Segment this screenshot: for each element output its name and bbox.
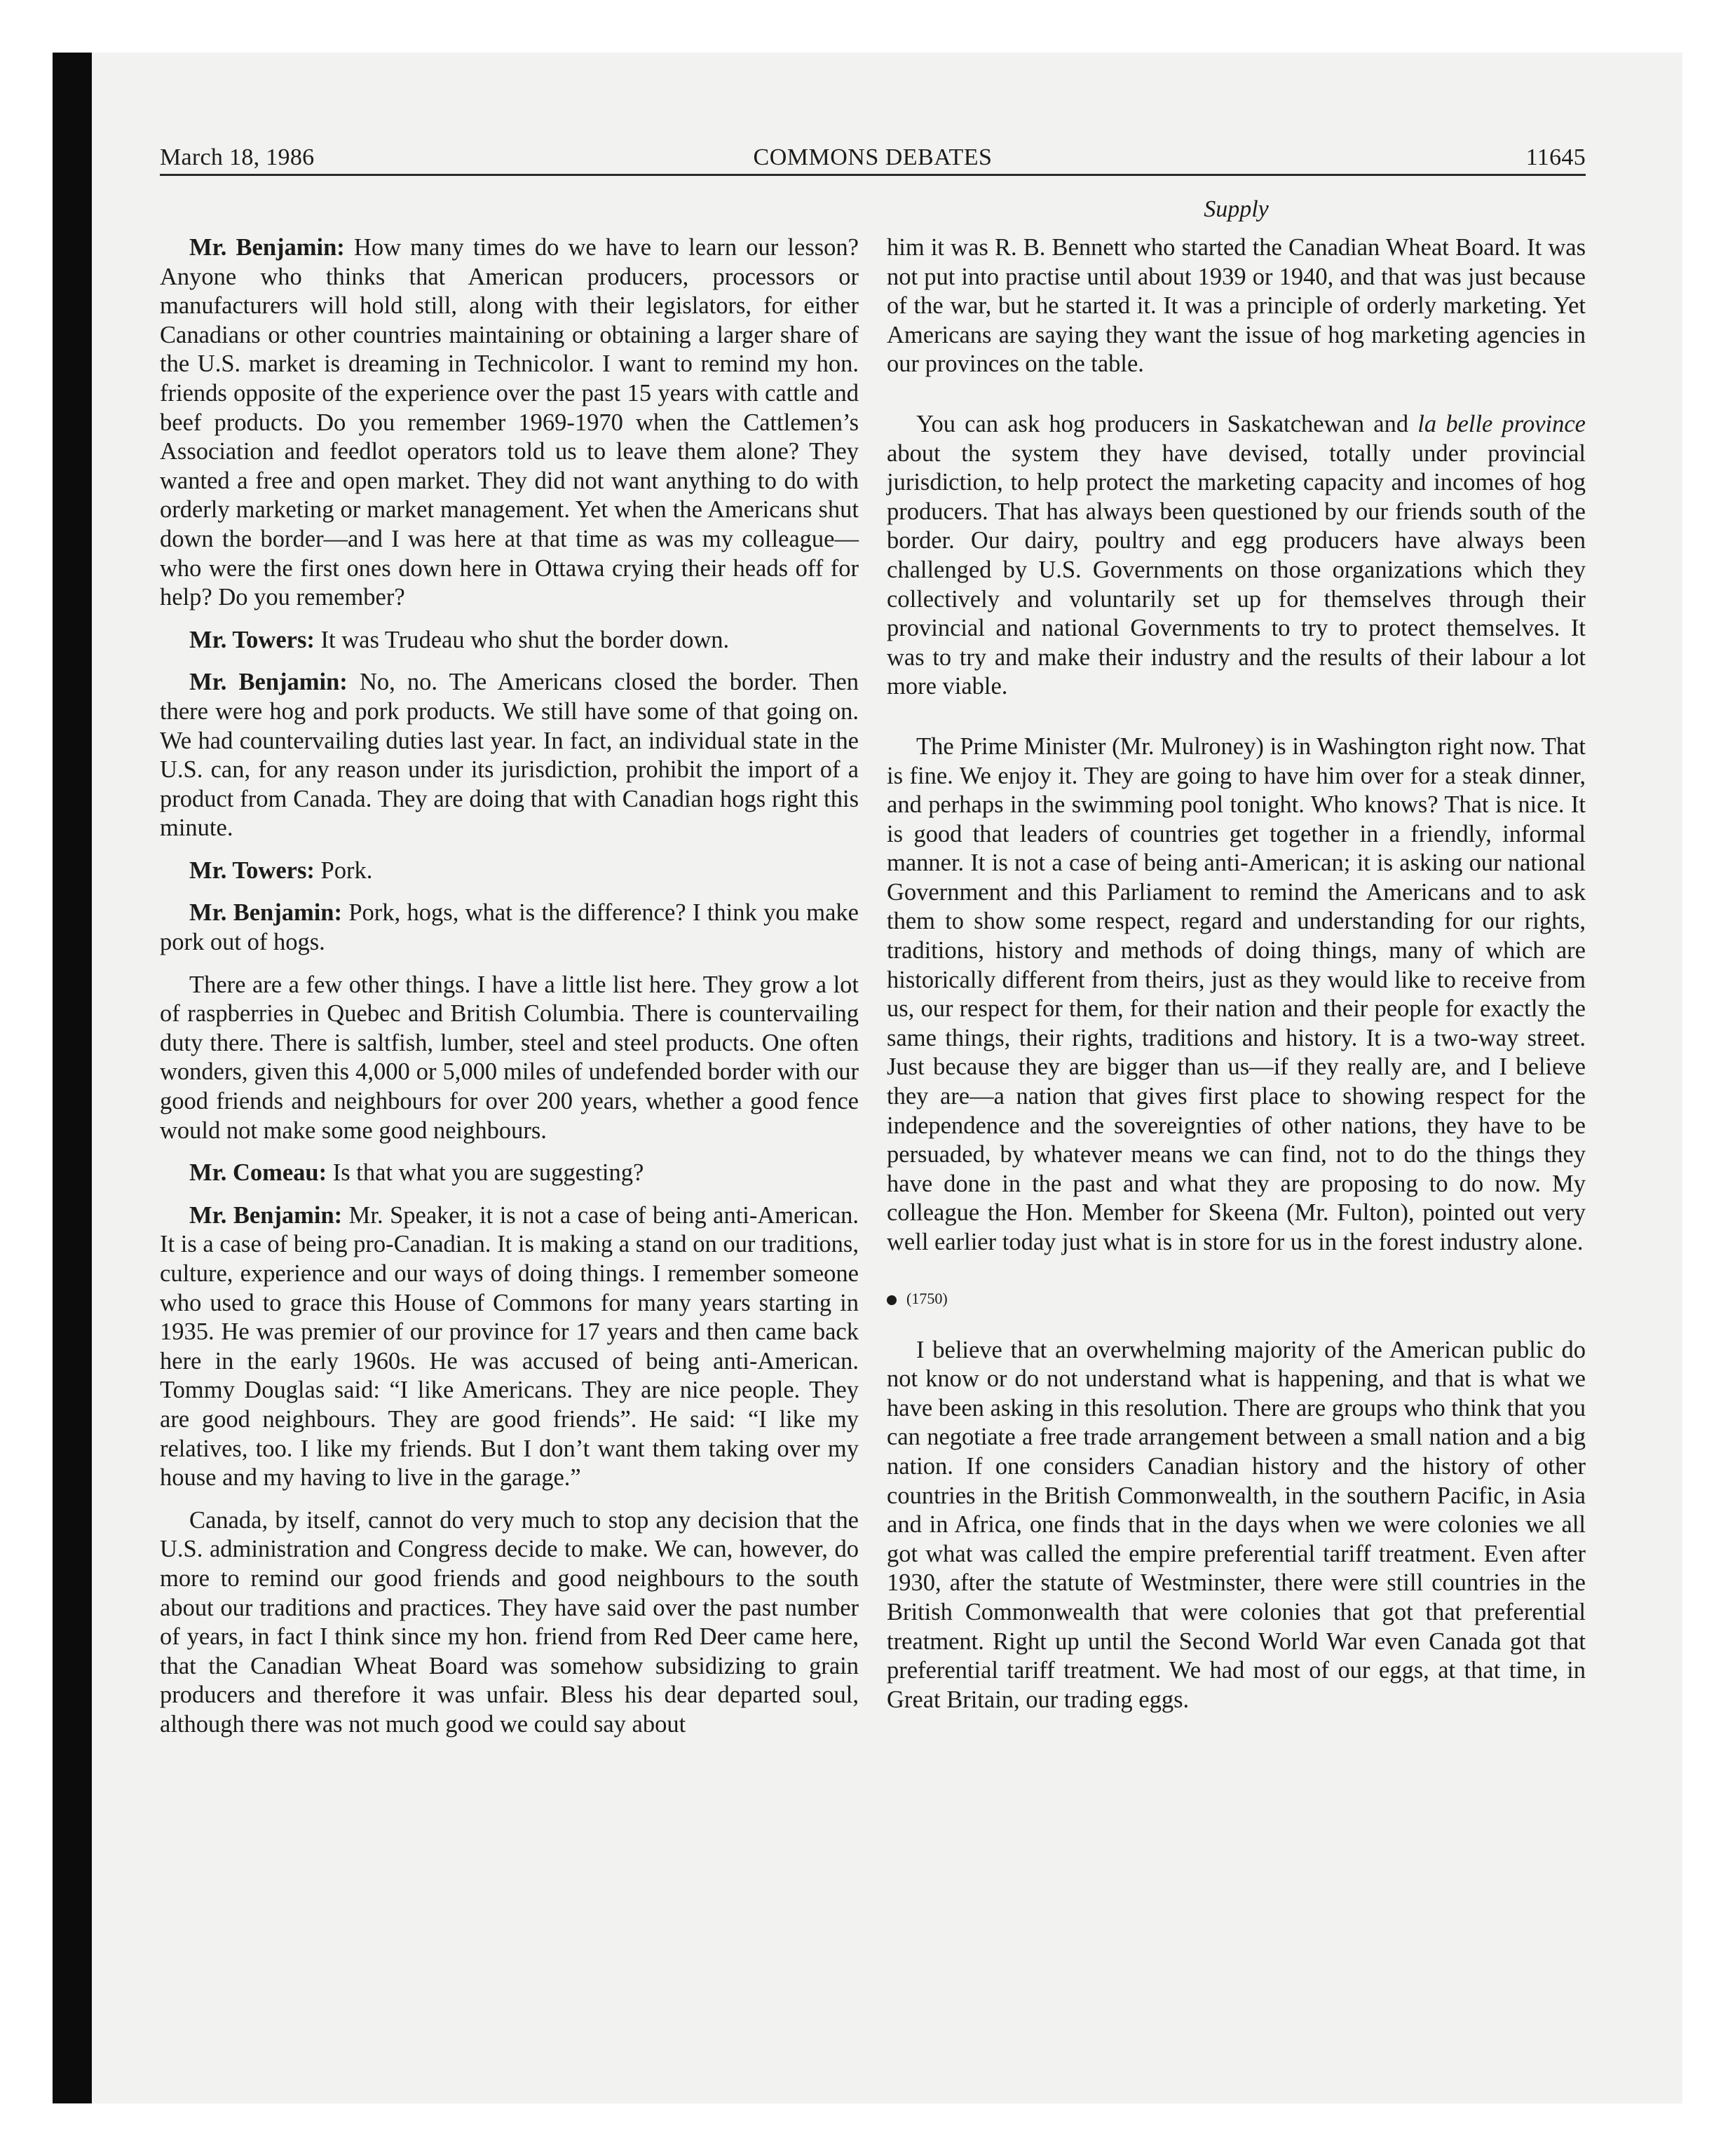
section-label: Supply: [1204, 196, 1269, 222]
paragraph-text: You can ask hog producers in Saskatchewan and: [916, 410, 1418, 437]
speech-paragraph: [160, 1159, 859, 1188]
speaker-name: Mr. Towers:: [189, 857, 315, 884]
left-column: [160, 233, 859, 1753]
speech-text: It was Trudeau who shut the border down.: [314, 626, 730, 653]
paragraph-text: about the system they have devised, totally under provincial jurisdiction, to help protect the marketing capacity and incomes of hog producers. That has always been questioned by our friends south of the border. Our dairy, poultry and egg producers have always been challenged by U.S. Governments on those organizations which they collectively and voluntarily set up for themselves through their provincial and national Governments to try to protect themselves. It was to try and make their industry and the results of their labour a lot more viable.: [887, 439, 1586, 700]
speaker-name: Mr. Benjamin:: [189, 1201, 343, 1229]
scan-binding-edge: [53, 53, 92, 2103]
time-marker: [887, 1288, 1586, 1309]
speech-text: How many times do we have to learn our lesson? Anyone who thinks that American producers, processors or manufacturers will hold still, along with their legislators, for either Canadians or other countries maintaining or obtaining a larger share of the U.S. market is dreaming in Technicolor. I want to remind my hon. friends opposite of the experience over the past 15 years with cattle and beef products. Do you remember 1969-1970 when the Cattlemen’s Association and feedlot operators told us to leave them alone? They wanted a free and open market. They did not want anything to do with orderly marketing or market management. Yet when the Americans shut down the border—and I was here at that time as was my colleague—who were the first ones down here in Ottawa crying their heads off for help? Do you remember?: [160, 234, 859, 611]
running-header: [160, 140, 1586, 175]
speech-paragraph: [160, 233, 859, 613]
speaker-name: Mr. Comeau:: [189, 1159, 327, 1187]
body-paragraph: The Prime Minister (Mr. Mulroney) is in Washington right now. That is fine. We enjoy it. They are going to have him over for a steak dinner, and perhaps in the swimming pool tonight. Who knows? That is nice. It is good that leaders of countries get together in a friendly, informal manner. It is not a case of being anti-American; it is asking our national Government and this Parliament to remind the Americans and to ask them to show some respect, regard and understanding for our rights, traditions, history and methods of doing things, many of which are historically different from theirs, just as they would like to receive from us, our respect for them, for their nation and their people for exactly the same things, their rights, traditions and history. It is a two-way street. Just because they are bigger than us—if they really are, and I believe they are—a nation that gives first place to showing respect for the independence and the sovereignties of other nations, they have to be persuaded, by whatever means we can find, not to do the things they have done in the past and what they are proposing to do now. My colleague the Hon. Member for Skeena (Mr. Fulton), pointed out very well earlier today just what is in store for us in the forest industry alone.: [887, 732, 1586, 1255]
italic-phrase: la belle province: [1417, 410, 1586, 437]
bullet-icon: [887, 1295, 897, 1305]
speech-text: No, no. The Americans closed the border. Then there were hog and pork products. We still have some of that going on. We had countervailing duties last year. In fact, an individual state in the U.S. can, for any reason under its jurisdiction, prohibit the import of a product from Canada. They are doing that with Canadian hogs right this minute.: [160, 669, 859, 842]
speech-paragraph: [160, 899, 859, 957]
speaker-name: Mr. Towers:: [189, 626, 315, 653]
speech-text: Mr. Speaker, it is not a case of being anti-American. It is a case of being pro-Canadian. It is making a stand on our traditions, culture, experience and our ways of doing things. I remember someone who used to grace this House of Commons for many years starting in 1935. He was premier of our province for 17 years and then came back here in the early 1960s. He was accused of being anti-American. Tommy Douglas said: “I like Americans. They are nice people. They are good neighbours. They are good friends”. He said: “I like my relatives, too. I like my friends. But I don’t want them taking over my house and my having to live in the garage.”: [160, 1201, 859, 1492]
speech-text: Is that what you are suggesting?: [327, 1159, 644, 1187]
body-paragraph: Canada, by itself, cannot do very much to stop any decision that the U.S. administration and Congress decide to make. We can, however, do more to remind our good friends and good neighbours to the south about our traditions and practices. They have said over the past number of years, in fact I think since my hon. friend from Red Deer came here, that the Canadian Wheat Board was somehow subsidizing to grain producers and therefore it was unfair. Bless his dear departed soul, although there was not much good we could say about: [160, 1506, 859, 1738]
speech-text: Pork, hogs, what is the difference? I think you make pork out of hogs.: [160, 899, 859, 956]
continued-paragraph: him it was R. B. Bennett who started the Canadian Wheat Board. It was not put into practise until about 1939 or 1940, and that was just because of the war, but he started it. It was a principle of orderly marketing. Yet Americans are saying they want the issue of hog marketing agencies in our provinces on the table.: [887, 234, 1586, 378]
speaker-name: Mr. Benjamin:: [189, 899, 342, 927]
header-rule: [160, 174, 1586, 176]
speaker-name: Mr. Benjamin:: [189, 669, 348, 696]
speech-paragraph: [160, 626, 859, 655]
speech-paragraph: [160, 857, 859, 886]
speech-paragraph: [160, 1201, 859, 1493]
body-paragraph: I believe that an overwhelming majority of the American public do not know or do not understand what is happening, and that is what we have been asking in this resolution. There are groups who think that you can negotiate a free trade arrangement between a small nation and a big nation. If one considers Canadian history and the history of other countries in the British Commonwealth, in the southern Pacific, in Asia and in Africa, one finds that in the days when we were colonies we all got what was called the empire preferential tariff treatment. Even after 1930, after the statute of Westminster, there were still countries in the British Commonwealth that were colonies that got that preferential treatment. Right up until the Second World War even Canada got that preferential tariff treatment. We had most of our eggs, at that time, in Great Britain, our trading eggs.: [887, 1336, 1586, 1713]
header-page-number: 11645: [1525, 144, 1586, 170]
header-date: March 18, 1986: [160, 144, 315, 170]
body-paragraph: There are a few other things. I have a little list here. They grow a lot of raspberries in Quebec and British Columbia. There is countervailing duty there. There is saltfish, lumber, steel and steel products. One often wonders, given this 4,000 or 5,000 miles of undefended border with our good friends and neighbours for over 200 years, whether a good fence would not make some good neighbours.: [160, 971, 859, 1144]
speech-text: Pork.: [314, 857, 373, 884]
body-paragraph: [887, 410, 1586, 702]
right-column: [887, 233, 1586, 1728]
speech-paragraph: [160, 668, 859, 843]
speaker-name: Mr. Benjamin:: [189, 234, 345, 261]
time-marker-text: (1750): [906, 1289, 948, 1307]
header-title: COMMONS DEBATES: [753, 144, 993, 170]
